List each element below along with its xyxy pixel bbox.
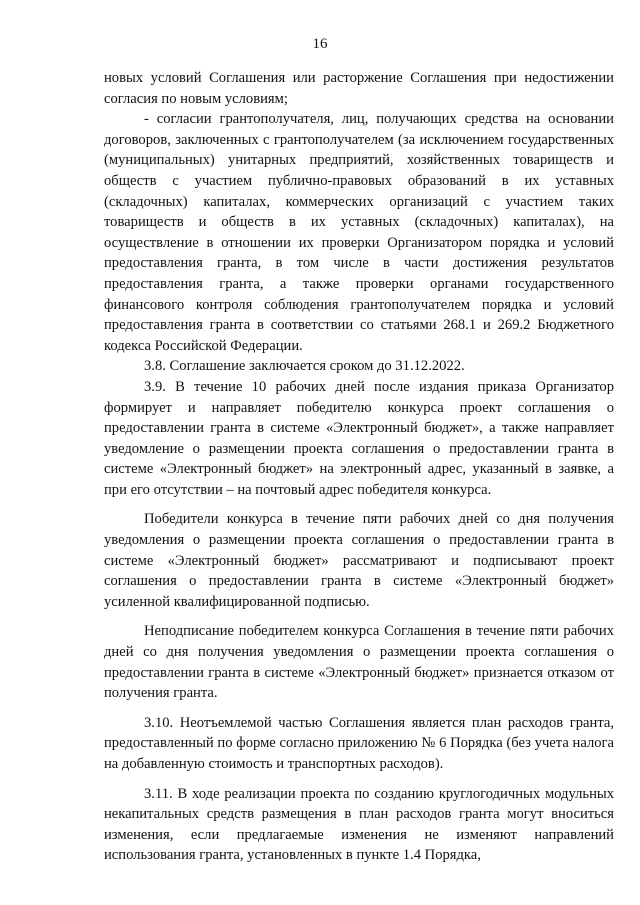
paragraph-7: 3.10. Неотъемлемой частью Соглашения является план расходов гранта, предоставленный по форме согласно приложению № 6 Порядка (без учета налога на добавленную стоимость и транспортных расходов). bbox=[104, 714, 614, 772]
paragraph-2: - согласии грантополучателя, лиц, получающих средства на основании договоров, заключенных с грантополучателем (за исключением государственных (муниципальных) унитарных предприятий, хозяйственных товариществ и обществ с участием публично-правовых образований в их уставных (складочных) капиталах, коммерческих организаций с участием таких товариществ и обществ в их уставных (складочных) капиталах), на осуществление в отношении их проверки Организатором порядка и условий предоставления гранта, в том числе в части достижения результатов предоставления гранта, а также проверки органами государственного финансового контроля соблюдения грантополучателем порядка и условий предоставления гранта в соответствии со статьями 268.1 и 269.2 Бюджетного кодекса Российской Федерации. bbox=[104, 111, 614, 354]
paragraph-5: Победители конкурса в течение пяти рабочих дней со дня получения уведомления о размещении проекта соглашения о предоставлении гранта в системе «Электронный бюджет» рассматривают и подписывают проект соглашения о предоставлении гранта в системе «Электронный бюджет» усиленной квалифицированной подписью. bbox=[104, 511, 614, 610]
paragraph-4: 3.9. В течение 10 рабочих дней после издания приказа Организатор формирует и направляет победителю конкурса проект соглашения о предоставлении гранта в системе «Электронный бюджет», а также направляет уведомление о размещении проекта соглашения о предоставлении гранта в системе «Электронный бюджет» на электронный адрес, указанный в заявке, а при его отсутствии – на почтовый адрес победителя конкурса. bbox=[104, 378, 614, 498]
paragraph-8: 3.11. В ходе реализации проекта по созданию круглогодичных модульных некапитальных средств размещения в план расходов гранта могут вноситься изменения, если предлагаемые изменения не изменяют направлений использования гранта, установленных в пункте 1.4 Порядка, bbox=[104, 785, 614, 864]
paragraph-1: новых условий Соглашения или расторжение Соглашения при недостижении согласия по новым условиям; bbox=[104, 70, 614, 107]
paragraph-3: 3.8. Соглашение заключается сроком до 31.12.2022. bbox=[144, 358, 465, 375]
document-body bbox=[104, 68, 614, 866]
page-number: 16 bbox=[312, 36, 328, 52]
paragraph-6: Неподписание победителем конкурса Соглашения в течение пяти рабочих дней со дня получения уведомления о размещении проекта соглашения о предоставлении гранта в системе «Электронный бюджет» признается отказом от получения гранта. bbox=[104, 623, 614, 702]
